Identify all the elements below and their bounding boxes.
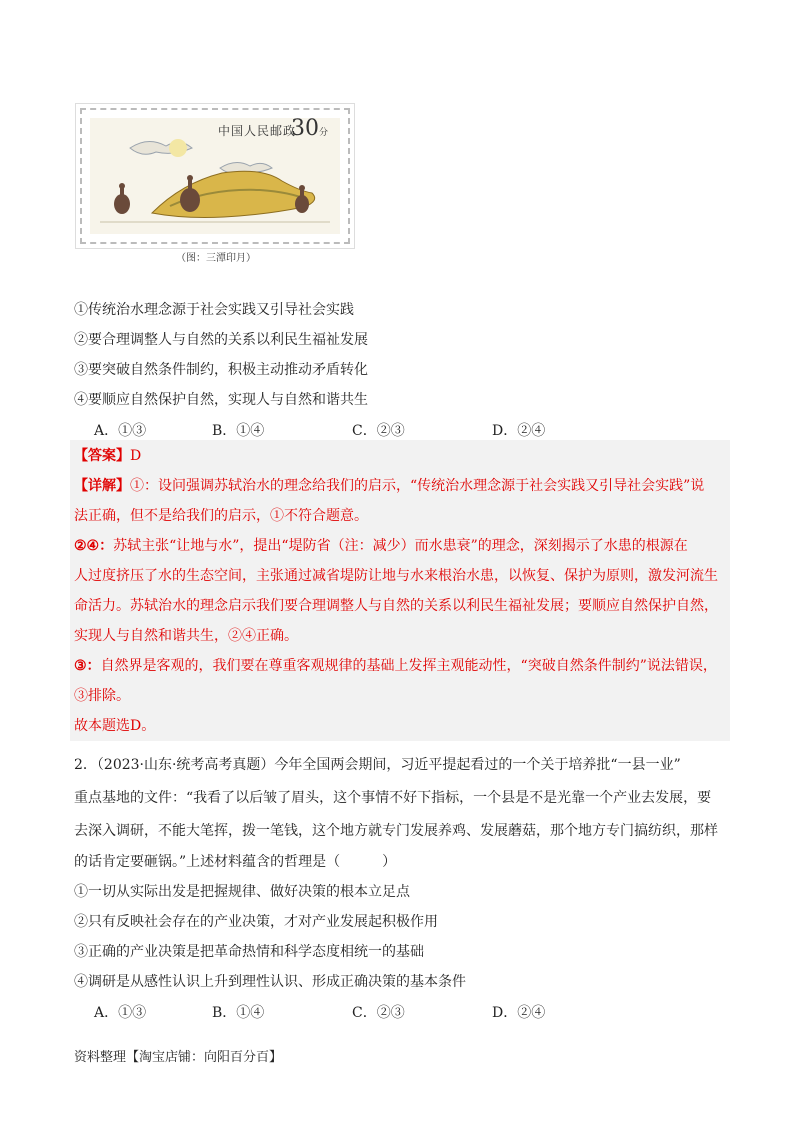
q2-statement-4: ④调研是从感性认识上升到理性认识、形成正确决策的基本条件	[74, 974, 466, 990]
figure-caption: （图：三潭印月）	[176, 253, 256, 264]
stamp-image	[80, 108, 350, 244]
answer-explanation	[74, 441, 718, 741]
q1-statement-1: ①传统治水理念源于社会实践又引导社会实践	[74, 302, 354, 318]
q2-stem-line: 重点基地的文件：“我看了以后皱了眉头，这个事情不好下指标，一个县是不是光靠一个产业去发展，要	[74, 790, 712, 806]
q1-option-d: D．②④	[492, 423, 546, 439]
answer-line: 人过度挤压了水的生态空间，主张通过减省堤防让地与水来根治水患，以恢复、保护为原则，激发河流生	[74, 568, 718, 584]
q2-option-b: B．①④	[212, 1005, 265, 1021]
q1-statement-3: ③要突破自然条件制约，积极主动推动矛盾转化	[74, 362, 368, 378]
answer-line: 法正确，但不是给我们的启示，①不符合题意。	[74, 508, 368, 524]
stamp-issuer: 中国人民邮政	[217, 124, 296, 138]
answer-line: 【详解】①：设问强调苏轼治水的理念给我们的启示，“传统治水理念源于社会实践又引导社会实践”说	[74, 478, 705, 494]
answer-line: ②④：苏轼主张“让地与水”，提出“堤防省（注：减少）而水患衰”的理念，深刻揭示了水患的根源在	[74, 538, 688, 554]
q2-option-d: D．②④	[492, 1005, 546, 1021]
q2-option-c: C．②③	[352, 1005, 405, 1021]
q1-statement-4: ④要顺应自然保护自然，实现人与自然和谐共生	[74, 392, 368, 408]
west-lake-illustration	[90, 118, 340, 234]
q2-option-a: A．①③	[94, 1005, 147, 1021]
page-footer: 资料整理【淘宝店铺：向阳百分百】	[74, 1050, 283, 1065]
answer-line: 故本题选D。	[74, 718, 156, 734]
q2-stem-line: 2．（2023·山东·统考高考真题）今年全国两会期间，习近平提起看过的一个关于培养批“一县一业”	[74, 757, 681, 773]
answer-line: 命活力。苏轼治水的理念启示我们要合理调整人与自然的关系以利民生福祉发展；要顺应自然保护自然，	[74, 598, 718, 614]
q2-stem-line: 去深入调研，不能大笔挥，拨一笔钱，这个地方就专门发展养鸡、发展蘑菇，那个地方专门搞纺织，那样	[74, 823, 718, 839]
q1-option-b: B．①④	[212, 423, 265, 439]
answer-line: 实现人与自然和谐共生，②④正确。	[74, 628, 298, 644]
q2-statement-3: ③正确的产业决策是把革命热情和科学态度相统一的基础	[74, 944, 424, 960]
q1-statement-2: ②要合理调整人与自然的关系以利民生福祉发展	[74, 332, 368, 348]
answer-line: 【答案】D	[74, 448, 142, 464]
q2-statement-2: ②只有反映社会存在的产业决策，才对产业发展起积极作用	[74, 914, 438, 930]
q1-option-a: A．①③	[94, 423, 147, 439]
q2-statement-1: ①一切从实际出发是把握规律、做好决策的根本立足点	[74, 884, 410, 900]
q2-stem-line: 的话肯定要砸锅。”上述材料蕴含的哲理是（ ）	[74, 854, 397, 870]
stamp-value: 30分	[290, 118, 328, 141]
q1-option-c: C．②③	[352, 423, 405, 439]
answer-line: ③排除。	[74, 688, 130, 704]
answer-line: ③：自然界是客观的，我们要在尊重客观规律的基础上发挥主观能动性，“突破自然条件制约”说法错误，	[74, 658, 717, 674]
